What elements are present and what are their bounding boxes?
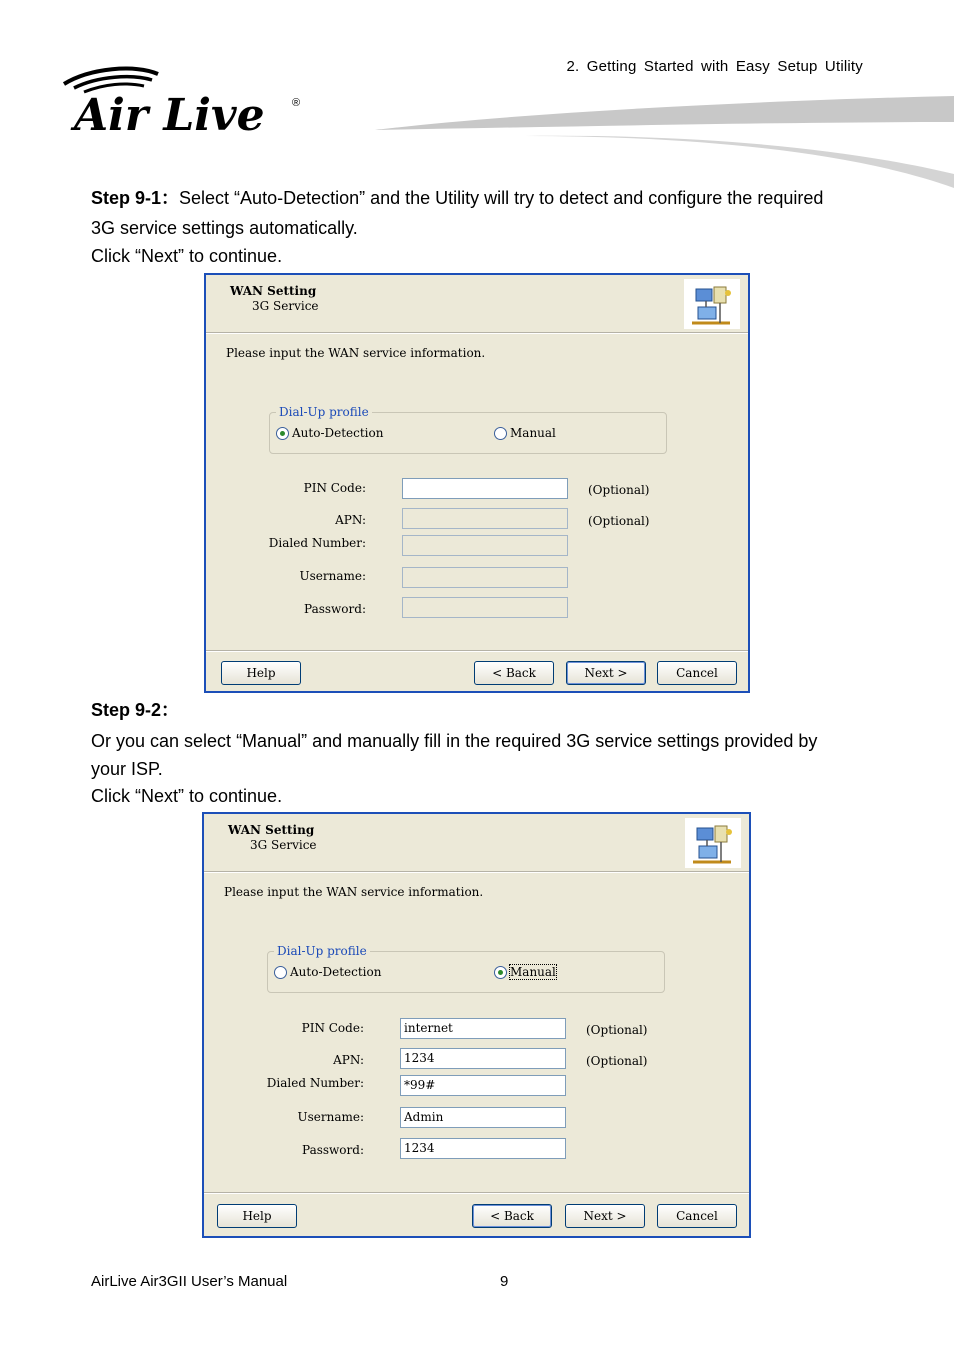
radio-manual[interactable]: [494, 426, 556, 440]
radio-manual-dot[interactable]: [494, 427, 507, 440]
radio-manual[interactable]: [494, 965, 556, 979]
apn-optional-note: (Optional): [588, 514, 650, 528]
cancel-button[interactable]: Cancel: [657, 1204, 737, 1228]
next-button[interactable]: Next >: [565, 1204, 645, 1228]
password-label: Password:: [302, 1143, 364, 1157]
pin-code-label: PIN Code:: [301, 1021, 364, 1035]
radio-auto-detection[interactable]: [276, 426, 383, 440]
radio-auto-dot[interactable]: [276, 427, 289, 440]
footer-manual-title: AirLive Air3GII User’s Manual: [91, 1273, 288, 1290]
radio-manual-label[interactable]: Manual: [510, 426, 556, 440]
dialog-footer-divider: [204, 1192, 749, 1193]
logo-wordmark: Air Live: [74, 90, 265, 136]
dialog-info-text: Please input the WAN service information.: [226, 346, 486, 360]
apn-optional-note: (Optional): [586, 1054, 648, 1068]
dialed-number-input[interactable]: [402, 535, 568, 556]
step2-sep: ：: [161, 700, 180, 720]
network-setup-icon: [684, 279, 740, 329]
step2-line1: Or you can select “Manual” and manually fill in the required 3G service settings provided by: [91, 731, 818, 751]
step2-label: Step 9-2: [91, 700, 162, 720]
dialed-number-label: Dialed Number:: [266, 1076, 364, 1090]
logo-trademark: ®: [292, 97, 301, 109]
pin-optional-note: (Optional): [586, 1023, 648, 1037]
step1-text: Select “Auto-Detection” and the Utility will try to detect and configure the required: [179, 188, 824, 208]
password-input[interactable]: [402, 597, 568, 618]
username-input[interactable]: [402, 567, 568, 588]
dialog-header: [206, 275, 748, 333]
dialed-number-label: Dialed Number:: [268, 536, 366, 550]
dialog-title: WAN Setting: [228, 823, 315, 837]
cancel-button[interactable]: Cancel: [657, 661, 737, 685]
chapter-header: 2. Getting Started with Easy Setup Utility: [566, 58, 863, 75]
username-input[interactable]: Admin: [400, 1107, 566, 1128]
radio-auto-detection[interactable]: [274, 965, 381, 979]
radio-auto-dot[interactable]: [274, 966, 287, 979]
help-button[interactable]: Help: [217, 1204, 297, 1228]
dialup-profile-legend: Dial-Up profile: [274, 944, 370, 958]
dialog-header: [204, 814, 749, 872]
dialog-subtitle: 3G Service: [252, 299, 319, 313]
dialog-info-text: Please input the WAN service information.: [224, 885, 484, 899]
step2-heading: [91, 696, 179, 724]
dialog-footer-divider: [206, 650, 748, 651]
step2-line3: Click “Next” to continue.: [91, 786, 283, 806]
wan-setting-dialog-auto: [204, 273, 750, 693]
dialog-subtitle: 3G Service: [250, 838, 317, 852]
pin-code-input[interactable]: internet: [400, 1018, 566, 1039]
apn-input[interactable]: 1234: [400, 1048, 566, 1069]
radio-auto-label[interactable]: Auto-Detection: [292, 426, 384, 440]
apn-label: APN:: [333, 1053, 364, 1067]
back-button[interactable]: < Back: [474, 661, 554, 685]
username-label: Username:: [297, 1110, 364, 1124]
pin-code-input[interactable]: [402, 478, 568, 499]
step1-line2: 3G service settings automatically.: [91, 218, 358, 238]
step1-label: Step 9-1: [91, 188, 162, 208]
password-input[interactable]: 1234: [400, 1138, 566, 1159]
password-label: Password:: [304, 602, 366, 616]
back-button[interactable]: < Back: [472, 1204, 552, 1228]
dialup-profile-legend: Dial-Up profile: [276, 405, 372, 419]
header-swoosh-graphic: [375, 92, 954, 192]
dialog-title: WAN Setting: [230, 284, 317, 298]
footer-page-number: 9: [500, 1273, 509, 1290]
help-button[interactable]: Help: [221, 661, 301, 685]
apn-input[interactable]: [402, 508, 568, 529]
pin-optional-note: (Optional): [588, 483, 650, 497]
wan-setting-dialog-manual: [202, 812, 751, 1238]
dialup-profile-group: [267, 944, 665, 993]
radio-auto-label[interactable]: Auto-Detection: [290, 965, 382, 979]
step1-sep: ：: [161, 188, 180, 208]
dialed-number-input[interactable]: *99#: [400, 1075, 566, 1096]
radio-manual-dot[interactable]: [494, 966, 507, 979]
username-label: Username:: [299, 569, 366, 583]
step2-line2: your ISP.: [91, 759, 163, 779]
network-setup-icon: [685, 818, 741, 868]
pin-code-label: PIN Code:: [303, 481, 366, 495]
step1-line1: [91, 184, 823, 212]
step1-line3: Click “Next” to continue.: [91, 246, 283, 266]
apn-label: APN:: [335, 513, 366, 527]
airlive-logo: [60, 66, 310, 136]
next-button[interactable]: Next >: [566, 661, 646, 685]
dialup-profile-group: [269, 405, 667, 454]
radio-manual-label[interactable]: Manual: [510, 965, 556, 979]
